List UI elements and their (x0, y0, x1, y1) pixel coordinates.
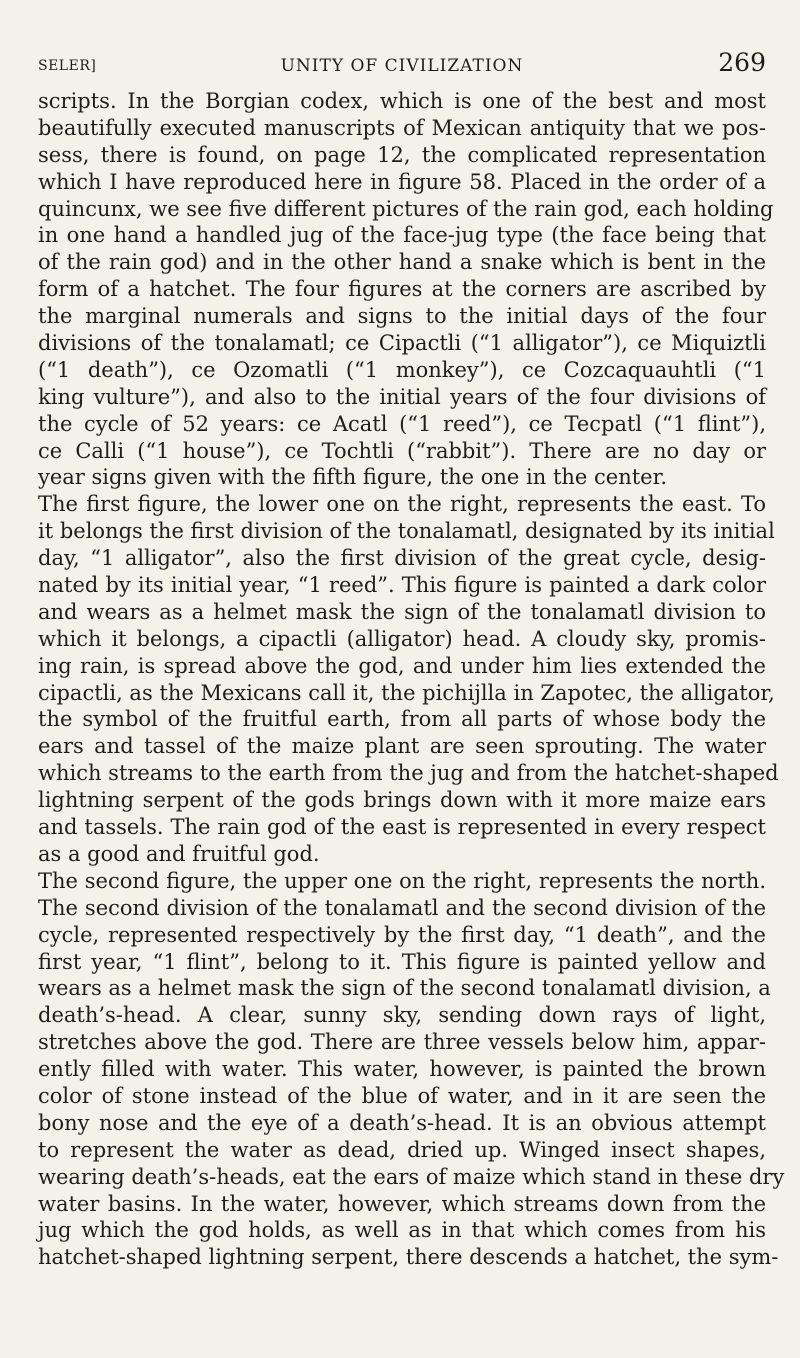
text-line: to represent the water as dead, dried up. Winged insect shapes, (38, 1137, 766, 1162)
text-line: the marginal numerals and signs to the initial days of the four (38, 304, 766, 329)
text-line: beautifully executed manuscripts of Mexican antiquity that we pos- (38, 115, 766, 140)
text-line: sess, there is found, on page 12, the complicated representation (38, 142, 766, 167)
text-line: bony nose and the eye of a death’s-head. It is an obvious attempt (38, 1110, 766, 1135)
text-line: ears and tassel of the maize plant are seen sprouting. The water (38, 734, 766, 759)
text-line: ently filled with water. This water, however, is painted the brown (38, 1057, 766, 1082)
text-line: nated by its initial year, “1 reed”. This figure is painted a dark color (38, 573, 766, 598)
text-line: and tassels. The rain god of the east is represented in every respect (38, 815, 766, 840)
text-line: form of a hatchet. The four figures at the corners are ascribed by (38, 277, 766, 302)
text-line: day, “1 alligator”, also the first division of the great cycle, desig- (38, 546, 766, 571)
text-line: which I have reproduced here in figure 58. Placed in the order of a (38, 169, 766, 194)
text-line: stretches above the god. There are three vessels below him, appar- (38, 1030, 766, 1055)
text-line: it belongs the first division of the tonalamatl, designated by its initial (38, 519, 775, 544)
text-line: in one hand a handled jug of the face-jug type (the face being that (38, 223, 766, 248)
text-line: the cycle of 52 years: ce Acatl (“1 reed”), ce Tecpatl (“1 flint”), (38, 411, 766, 436)
text-line: cycle, represented respectively by the first day, “1 death”, and the (38, 922, 766, 947)
text-line: jug which the god holds, as well as in that which comes from his (38, 1218, 766, 1243)
text-line: hatchet-shaped lightning serpent, there descends a hatchet, the sym- (38, 1245, 779, 1270)
text-line: scripts. In the Borgian codex, which is one of the best and most (38, 89, 766, 113)
text-line: The second division of the tonalamatl and the second division of the (38, 895, 766, 920)
text-line: which streams to the earth from the jug and from the hatchet-shaped (38, 761, 779, 786)
text-line: quincunx, we see five different pictures of the rain god, each holding (38, 196, 774, 221)
author-running-head: SELER] (38, 58, 97, 74)
text-line: ce Calli (“1 house”), ce Tochtli (“rabbit”). There are no day or (38, 438, 766, 463)
text-line: wearing death’s-heads, eat the ears of maize which stand in these dry (38, 1164, 785, 1189)
text-line: first year, “1 flint”, belong to it. This figure is painted yellow and (38, 949, 766, 974)
running-head (38, 48, 766, 84)
text-line: The first figure, the lower one on the right, represents the east. To (38, 492, 766, 517)
text-line: as a good and fruitful god. (38, 841, 320, 866)
text-line: cipactli, as the Mexicans call it, the pichijlla in Zapotec, the alligator, (38, 680, 775, 705)
text-line: The second figure, the upper one on the right, represents the north. (38, 868, 766, 893)
running-title: UNITY OF CIVILIZATION (280, 56, 524, 76)
text-line: wears as a helmet mask the sign of the second tonalamatl division, a (38, 976, 771, 1001)
text-line: which it belongs, a cipactli (alligator) head. A cloudy sky, promis- (38, 626, 766, 651)
text-line: color of stone instead of the blue of water, and in it are seen the (38, 1083, 766, 1108)
text-line: (“1 death”), ce Ozomatli (“1 monkey”), ce Cozcaquauhtli (“1 (38, 357, 766, 382)
text-line: year signs given with the fifth figure, the one in the center. (38, 465, 668, 490)
text-line: divisions of the tonalamatl; ce Cipactli (“1 alligator”), ce Miquiztli (38, 331, 766, 356)
text-line: death’s-head. A clear, sunny sky, sending down rays of light, (38, 1003, 766, 1028)
text-line: water basins. In the water, however, which streams down from the (38, 1191, 766, 1216)
text-line: and wears as a helmet mask the sign of the tonalamatl division to (38, 599, 766, 624)
text-line: of the rain god) and in the other hand a snake which is bent in the (38, 250, 766, 275)
text-line: ing rain, is spread above the god, and under him lies extended the (38, 653, 766, 678)
page-number: 269 (718, 48, 766, 77)
text-line: king vulture”), and also to the initial years of the four divisions of (38, 384, 766, 409)
body-text (38, 88, 785, 1271)
text-line: the symbol of the fruitful earth, from all parts of whose body the (38, 707, 766, 732)
text-line: lightning serpent of the gods brings down with it more maize ears (38, 788, 766, 813)
